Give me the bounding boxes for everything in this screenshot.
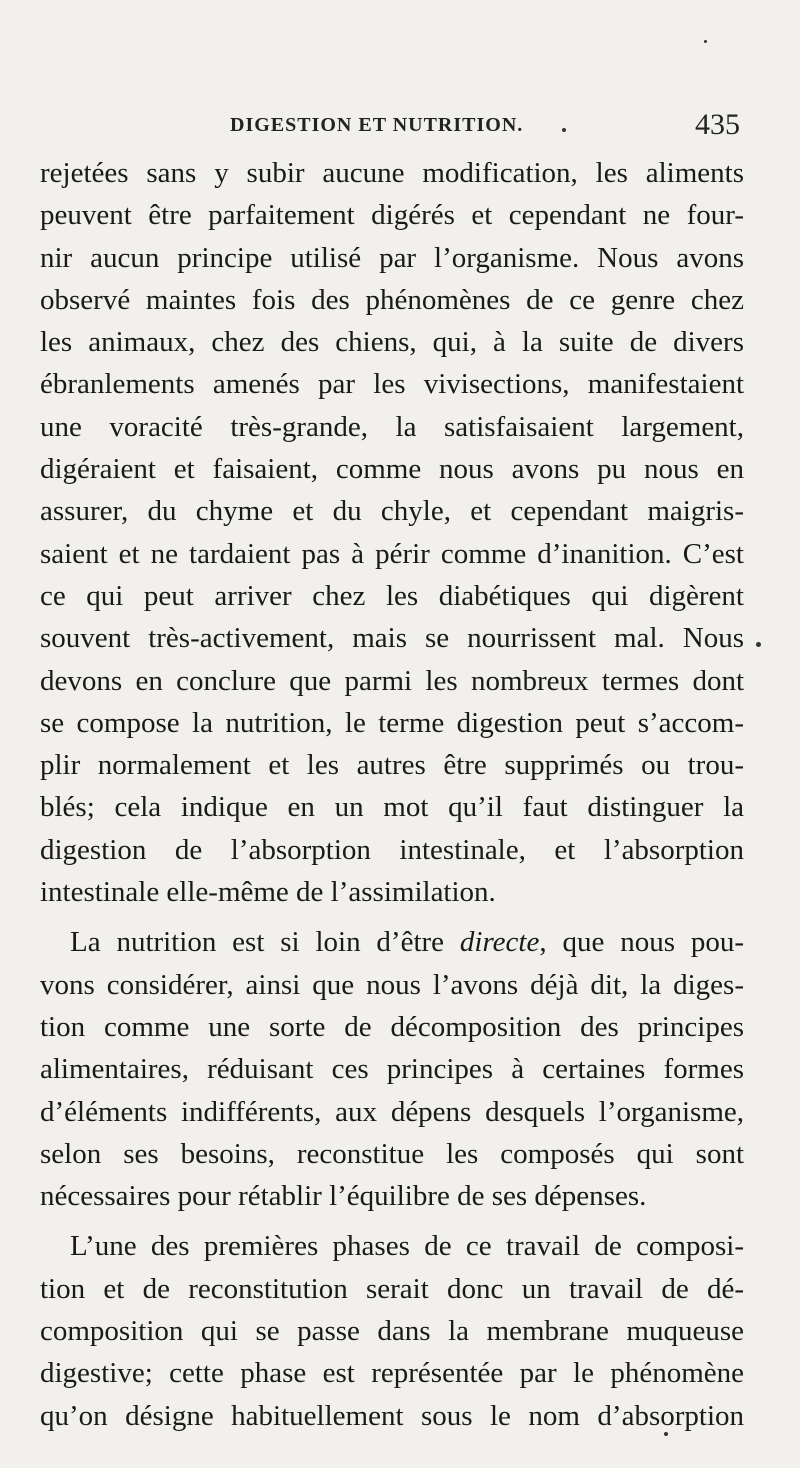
page-number: 435 <box>695 108 740 141</box>
text-line: plir normalement et les autres être supprimés ou trou- <box>40 749 744 782</box>
text-line: souvent très-activement, mais se nourrissent mal. Nous <box>40 622 744 655</box>
text-line: peuvent être parfaitement digérés et cependant ne four- <box>40 199 744 232</box>
scan-speck <box>664 1432 668 1436</box>
text-line: tion et de reconstitution serait donc un travail de dé- <box>40 1272 744 1305</box>
scan-speck <box>756 642 761 647</box>
text-line: qu’on désigne habituellement sous le nom d’absorption <box>40 1399 744 1432</box>
body-text <box>40 152 744 1437</box>
scan-speck <box>562 128 566 132</box>
text-line: une voracité très-grande, la satisfaisaient largement, <box>40 410 744 443</box>
italic-term: directe <box>459 926 540 959</box>
text-line: devons en conclure que parmi les nombreux termes dont <box>40 664 744 697</box>
paragraph-3 <box>40 1225 744 1436</box>
running-head: DIGESTION ET NUTRITION. <box>230 114 524 136</box>
paragraph-2 <box>40 921 744 1217</box>
text-line: digestive; cette phase est représentée par le phénomène <box>40 1357 744 1390</box>
page-header <box>40 108 740 148</box>
text-line: assurer, du chyme et du chyle, et cependant maigris- <box>40 495 744 528</box>
text-fragment: La nutrition est si loin d’être <box>70 926 460 959</box>
paragraph-1 <box>40 152 744 913</box>
text-line <box>40 921 744 963</box>
text-line: digestion de l’absorption intestinale, et l’absorption <box>40 833 744 866</box>
text-line: nécessaires pour rétablir l’équilibre de ses dépenses. <box>40 1180 647 1213</box>
text-line: nir aucun principe utilisé par l’organisme. Nous avons <box>40 241 744 274</box>
text-line: blés; cela indique en un mot qu’il faut distinguer la <box>40 791 744 824</box>
text-line: alimentaires, réduisant ces principes à certaines formes <box>40 1053 744 1086</box>
text-line: ébranlements amenés par les vivisections, manifestaient <box>40 368 744 401</box>
text-line: L’une des premières phases de ce travail de composi- <box>70 1230 744 1263</box>
text-line: d’éléments indifférents, aux dépens desquels l’organisme, <box>40 1095 744 1128</box>
text-line: saient et ne tardaient pas à périr comme d’inanition. C’est <box>40 537 744 570</box>
scan-speck <box>704 40 707 43</box>
text-line: se compose la nutrition, le terme digestion peut s’accom- <box>40 706 744 739</box>
text-line: vons considérer, ainsi que nous l’avons déjà dit, la diges- <box>40 968 744 1001</box>
text-line: observé maintes fois des phénomènes de ce genre chez <box>40 283 744 316</box>
text-line: les animaux, chez des chiens, qui, à la suite de divers <box>40 326 744 359</box>
text-line: digéraient et faisaient, comme nous avons pu nous en <box>40 453 744 486</box>
text-line: ce qui peut arriver chez les diabétiques qui digèrent <box>40 579 744 612</box>
text-line: rejetées sans y subir aucune modification, les aliments <box>40 157 744 189</box>
text-line: composition qui se passe dans la membrane muqueuse <box>40 1315 744 1348</box>
text-line: selon ses besoins, reconstitue les composés qui sont <box>40 1137 744 1170</box>
text-line: tion comme une sorte de décomposition des principes <box>40 1010 744 1043</box>
text-fragment: , que nous pou- <box>539 926 744 959</box>
text-line: intestinale elle-même de l’assimilation. <box>40 876 496 909</box>
